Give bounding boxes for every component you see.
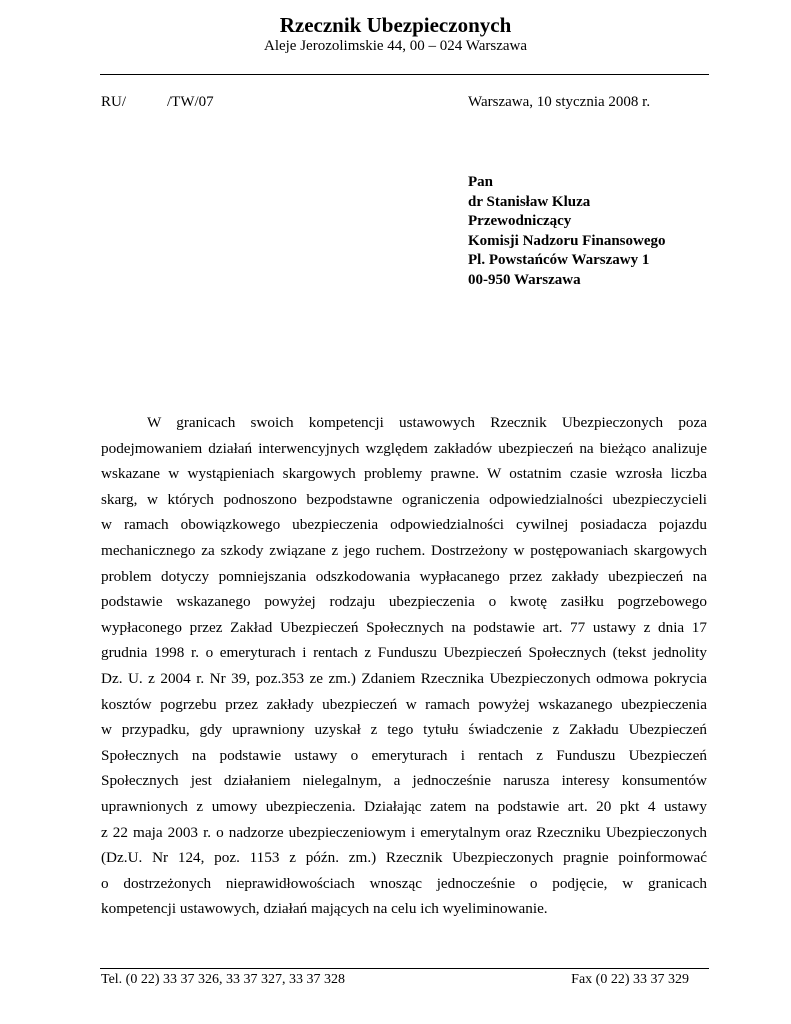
body-line: grudnia 1998 r. o emeryturach i rentach z Funduszu Ubezpieczeń Społecznych (tekst jednolity — [101, 644, 707, 662]
letter-body — [101, 410, 707, 922]
footer-phone: Tel. (0 22) 33 37 326, 33 37 327, 33 37 328 — [101, 972, 346, 987]
recipient-line: Pan — [468, 174, 494, 190]
header-divider — [100, 74, 709, 75]
footer-fax: Fax (0 22) 33 37 329 — [571, 972, 689, 987]
recipient-line: Przewodniczący — [468, 213, 572, 229]
body-line: Dz. U. z 2004 r. Nr 39, poz.353 ze zm.) Zdaniem Rzecznika Ubezpieczonych odmowa pokrycia — [101, 669, 707, 687]
recipient-line: 00-950 Warszawa — [468, 271, 581, 288]
footer — [101, 971, 689, 989]
body-line: z 22 maja 2003 r. o nadzorze ubezpieczeniowym i emerytalnym oraz Rzeczniku Ubezpieczonych — [101, 823, 707, 841]
recipient-line: Komisji Nadzoru Finansowego — [468, 232, 666, 249]
body-line: podstawie wskazanego powyżej rodzaju ubezpieczenia o kwotę zasiłku pogrzebowego — [101, 593, 707, 611]
body-line: kompetencji ustawowych, działań mających na celu ich wyeliminowanie. — [101, 900, 548, 918]
place-date: Warszawa, 10 stycznia 2008 r. — [468, 94, 651, 110]
body-line: Społecznych jest działaniem nielegalnym, a jednocześnie narusza interesy konsumentów — [101, 772, 707, 790]
reference-prefix: RU/ — [101, 94, 127, 110]
body-line: W granicach swoich kompetencji ustawowych Rzecznik Ubezpieczonych poza — [147, 414, 707, 431]
reference-line — [101, 92, 701, 112]
letterhead-title: Rzecznik Ubezpieczonych — [279, 13, 512, 37]
body-line: w ramach obowiązkowego ubezpieczenia odpowiedzialności cywilnej posiadacza pojazdu — [101, 516, 707, 534]
body-line: problem dotyczy pomniejszania odszkodowania wypłacanego przez zakłady ubezpieczeń na — [101, 567, 707, 585]
body-line: mechanicznego za szkody związane z jego ruchem. Dostrzeżony w postępowaniach skargowych — [101, 541, 707, 559]
body-line: wypłaconego przez Zakład Ubezpieczeń Społecznych na podstawie art. 77 ustawy z dnia 17 — [101, 618, 707, 636]
body-line: uprawnionych z umowy ubezpieczenia. Działając zatem na podstawie art. 20 pkt 4 ustawy — [101, 797, 707, 815]
body-line: podejmowaniem działań interwencyjnych względem zakładów ubezpieczeń na bieżąco analizuje — [101, 439, 707, 457]
body-line: Społecznych na podstawie ustawy o emeryturach i rentach z Funduszu Ubezpieczeń — [101, 746, 707, 764]
body-line: skarg, w których podnoszono bezpodstawne ograniczenia odpowiedzialności ubezpieczycieli — [101, 490, 707, 508]
recipient-block — [468, 173, 666, 290]
footer-divider — [100, 968, 709, 969]
body-line: o dostrzeżonych nieprawidłowościach wnosząc jednocześnie o podjęcie, w granicach — [101, 874, 707, 892]
recipient-line: Pl. Powstańców Warszawy 1 — [468, 252, 650, 268]
letterhead-address: Aleje Jerozolimskie 44, 00 – 024 Warszawa — [263, 38, 528, 54]
body-line: w przypadku, gdy uprawniony uzyskał z tego tytułu świadczenie z Zakładu Ubezpieczeń — [101, 721, 707, 739]
body-line: (Dz.U. Nr 124, poz. 1153 z późn. zm.) Rzecznik Ubezpieczonych pragnie poinformować — [101, 849, 707, 867]
reference-suffix: /TW/07 — [167, 94, 214, 110]
body-line: kosztów pogrzebu przez zakłady ubezpieczeń w ramach powyżej wskazanego ubezpieczenia — [101, 695, 707, 713]
recipient-line: dr Stanisław Kluza — [468, 193, 591, 210]
body-line: wskazane w wystąpieniach skargowych problemy prawne. W ostatnim czasie wzrosła liczba — [101, 465, 707, 483]
